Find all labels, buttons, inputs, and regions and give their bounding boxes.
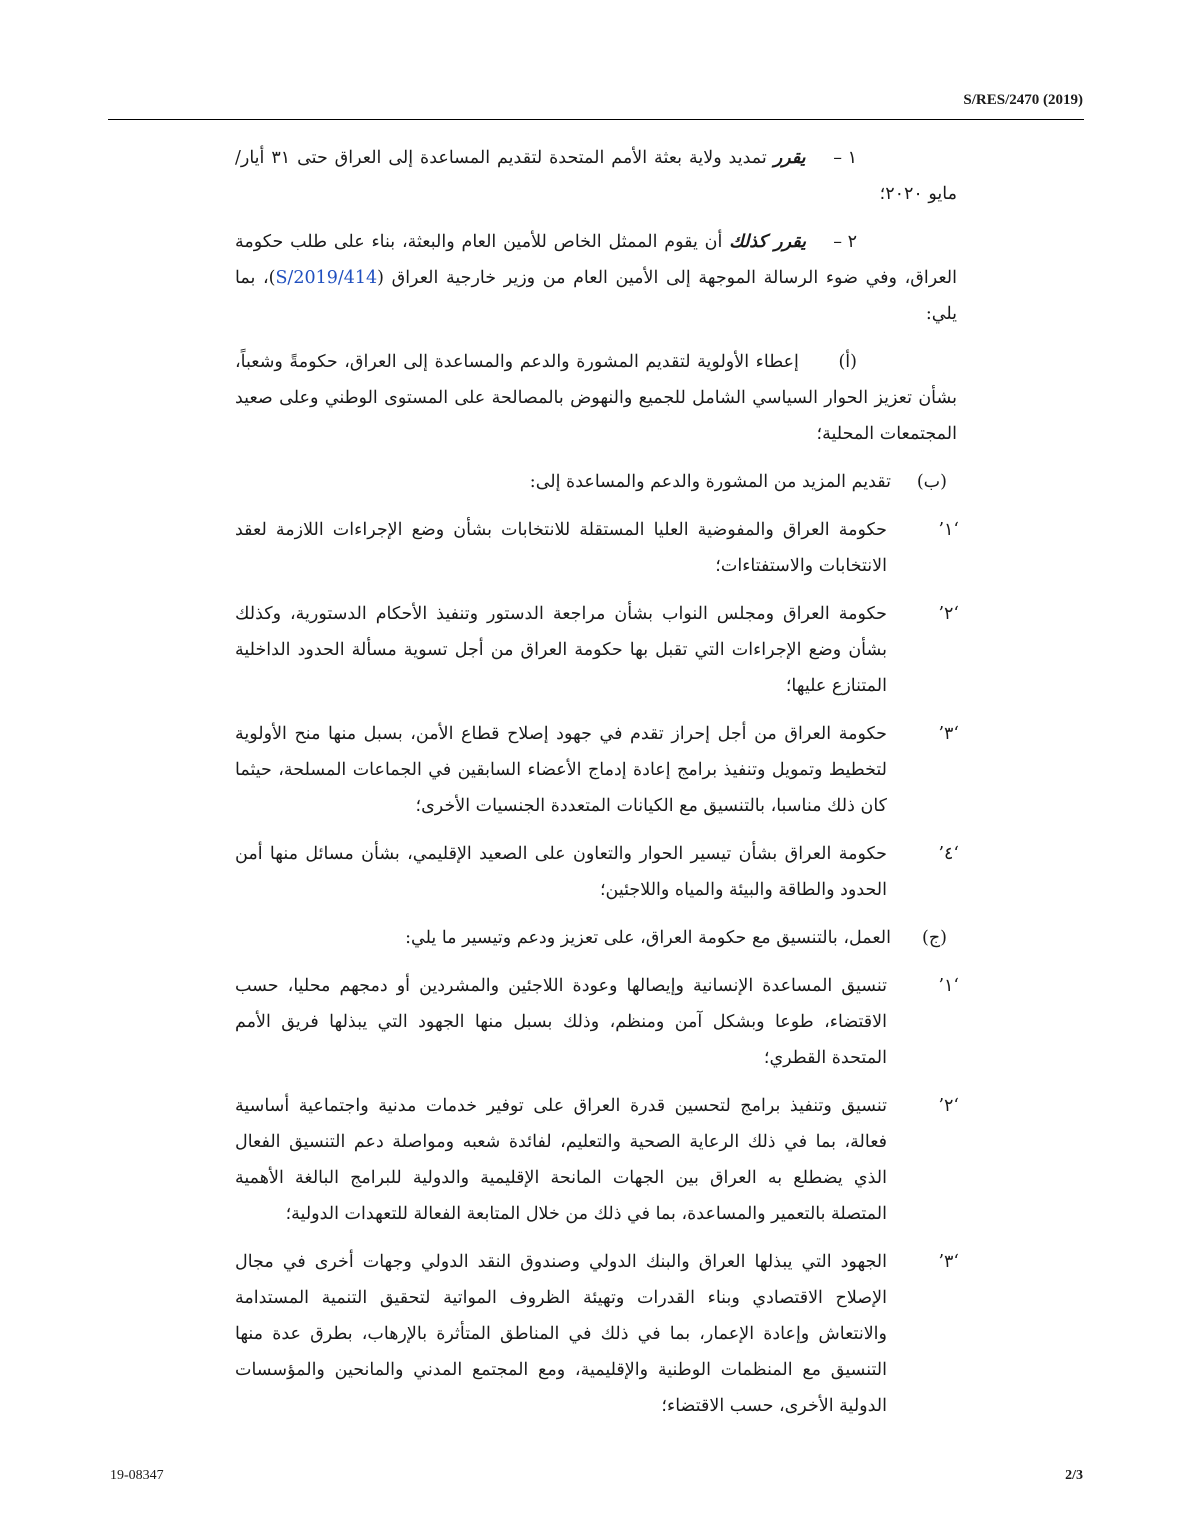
- operative-keyword: يقرر: [773, 148, 806, 168]
- operative-keyword: يقرر كذلك: [729, 232, 806, 252]
- item-label: ‘٢’: [938, 604, 959, 624]
- item-text: حكومة العراق من أجل إحراز تقدم في جهود إصلاح قطاع الأمن، بسبل منها منح الأولوية لتخطيط وتمويل وتنفيذ برامج إعادة إدماج الأعضاء السابقين في الجماعات المسلحة، حيثما كان ذلك مناسبا، بالتنسيق مع الكيانات المتعددة الجنسيات الأخرى؛: [235, 724, 887, 816]
- item-label: ‘٣’: [938, 724, 959, 744]
- document-number: 19-08347: [110, 1468, 164, 1483]
- paragraph-text: أن يقوم الممثل الخاص للأمين العام والبعثة، بناء على طلب حكومة العراق، وفي ضوء الرسالة الموجهة إلى الأمين العام من وزير خارجية العراق (: [235, 232, 958, 288]
- header-divider: [108, 119, 1084, 120]
- operative-paragraph-1: [235, 140, 957, 212]
- subparagraph-label: (أ): [838, 352, 857, 372]
- item-text: حكومة العراق بشأن تيسير الحوار والتعاون على الصعيد الإقليمي، بشأن مسائل منها أمن الحدود والطاقة والبيئة والمياه واللاجئين؛: [235, 844, 887, 900]
- subparagraph-a: [235, 344, 957, 452]
- paragraph-text: تمديد ولاية بعثة الأمم المتحدة لتقديم المساعدة إلى العراق حتى ٣١ أيار/مايو ٢٠٢٠؛: [235, 148, 957, 204]
- subparagraph-text: تقديم المزيد من المشورة والدعم والمساعدة إلى:: [529, 472, 891, 492]
- item-label: ‘٤’: [938, 844, 959, 864]
- item-label: ‘٢’: [938, 1096, 959, 1116]
- item-label: ‘١’: [938, 976, 959, 996]
- resolution-body: [235, 140, 957, 1436]
- subparagraph-c: [235, 920, 957, 956]
- subparagraph-label: (ج): [922, 928, 947, 948]
- item-text: تنسيق وتنفيذ برامج لتحسين قدرة العراق على توفير خدمات مدنية واجتماعية أساسية فعالة، بما في ذلك الرعاية الصحية والتعليم، لفائدة شعبه ومواصلة دعم التنسيق الفعال الذي يضطلع به العراق بين الجهات المانحة الإقليمية والدولية للبرامج البالغة الأهمية المتصلة بالتعمير والمساعدة، بما في ذلك من خلال المتابعة الفعالة للتعهدات الدولية؛: [235, 1096, 887, 1224]
- item-text: الجهود التي يبذلها العراق والبنك الدولي وصندوق النقد الدولي وجهات أخرى في مجال الإصلاح الاقتصادي وبناء القدرات وتهيئة الظروف المواتية لتحقيق التنمية المستدامة والانتعاش وإعادة الإعمار، بما في ذلك في المناطق المتأثرة بالإرهاب، بطرق عدة منها التنسيق مع المنظمات الوطنية والإقليمية، ومع المجتمع المدني والمانحين والمؤسسات الدولية الأخرى، حسب الاقتضاء؛: [235, 1252, 887, 1416]
- item-c-2: [235, 1088, 959, 1232]
- item-text: حكومة العراق والمفوضية العليا المستقلة للانتخابات بشأن وضع الإجراءات اللازمة لعقد الانتخابات والاستفتاءات؛: [235, 520, 887, 576]
- document-link[interactable]: S/2019/414: [275, 268, 378, 288]
- item-b-3: [235, 716, 959, 824]
- item-text: تنسيق المساعدة الإنسانية وإيصالها وعودة اللاجئين والمشردين أو دمجهم محليا، حسب الاقتضاء، طوعا وبشكل آمن ومنظم، وذلك بسبل منها الجهود التي يبذلها فريق الأمم المتحدة القطري؛: [235, 976, 887, 1068]
- paragraph-text: )، بما يلي:: [235, 268, 957, 324]
- subparagraph-text: إعطاء الأولوية لتقديم المشورة والدعم والمساعدة إلى العراق، حكومةً وشعباً، بشأن تعزيز الحوار السياسي الشامل للجميع والنهوض بالمصالحة على المستوى الوطني وعلى صعيد المجتمعات المحلية؛: [235, 352, 957, 444]
- subparagraph-text: العمل، بالتنسيق مع حكومة العراق، على تعزيز ودعم وتيسير ما يلي:: [405, 928, 891, 948]
- item-c-1: [235, 968, 959, 1076]
- paragraph-number: ١ –: [833, 148, 857, 168]
- operative-paragraph-2: [235, 224, 957, 332]
- subparagraph-b: [235, 464, 957, 500]
- item-label: ‘١’: [938, 520, 959, 540]
- item-c-3: [235, 1244, 959, 1424]
- page-number: 2/3: [1065, 1468, 1083, 1483]
- item-b-4: [235, 836, 959, 908]
- item-b-2: [235, 596, 959, 704]
- paragraph-number: ٢ –: [833, 232, 857, 252]
- document-symbol: S/RES/2470 (2019): [963, 92, 1083, 108]
- subparagraph-label: (ب): [916, 472, 947, 492]
- item-text: حكومة العراق ومجلس النواب بشأن مراجعة الدستور وتنفيذ الأحكام الدستورية، وكذلك بشأن وضع الإجراءات التي تقبل بها حكومة العراق من أجل تسوية مسألة الحدود الداخلية المتنازع عليها؛: [235, 604, 887, 696]
- item-b-1: [235, 512, 959, 584]
- item-label: ‘٣’: [938, 1252, 959, 1272]
